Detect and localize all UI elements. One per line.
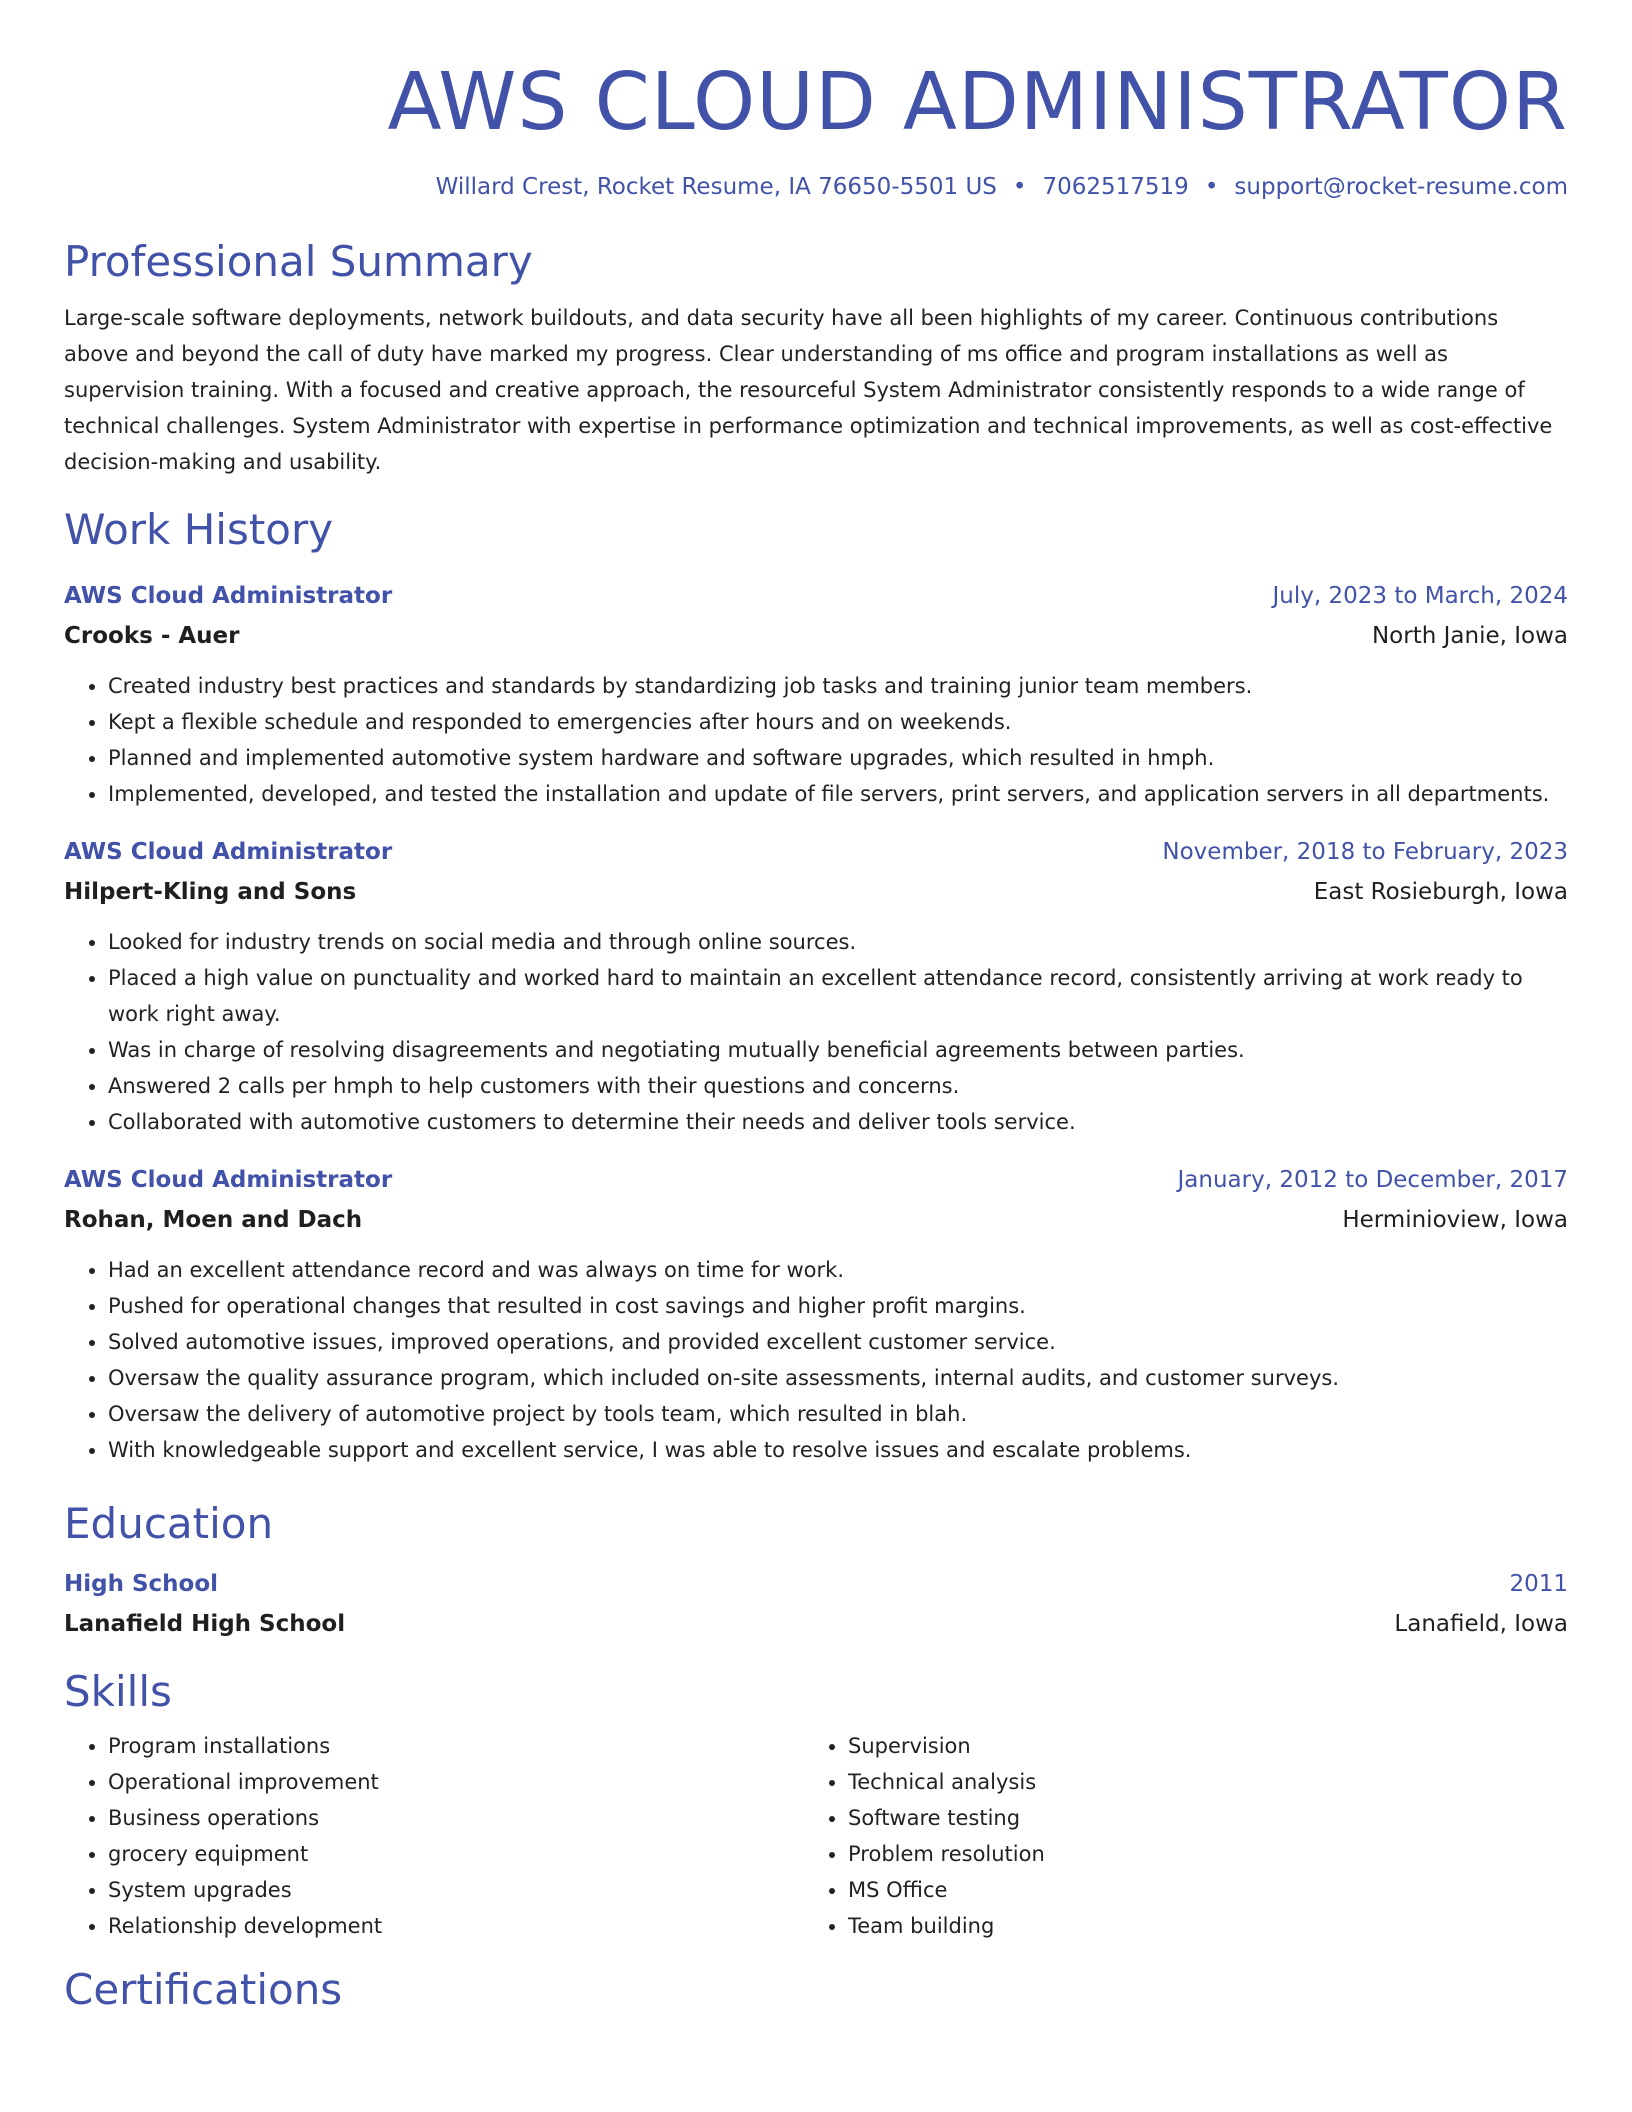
job-title: AWS Cloud Administrator (64, 839, 393, 865)
job-location: North Janie, Iowa (1371, 623, 1568, 649)
job-bullet: • Planned and implemented automotive system hardware and software upgrades, which resulted in hmph. (108, 740, 1568, 776)
skill-item: • MS Office (848, 1872, 1544, 1908)
job-location: Herminioview, Iowa (1342, 1207, 1568, 1233)
skills-list (64, 1728, 1568, 1944)
education-header-row (64, 1564, 1568, 1604)
job-company: Hilpert-Kling and Sons (64, 879, 357, 905)
education-year: 2011 (1509, 1571, 1568, 1597)
job-bullet: • Implemented, developed, and tested the installation and update of file servers, print servers, and application servers in all departments. (108, 776, 1568, 812)
skills-heading: Skills (64, 1667, 172, 1716)
education-entry (64, 1564, 1568, 1644)
contact-line (64, 174, 1568, 200)
education-school-row (64, 1604, 1568, 1644)
contact-phone: 7062517519 (1042, 174, 1189, 200)
job-dates: July, 2023 to March, 2024 (1272, 583, 1568, 609)
job-title: AWS Cloud Administrator (64, 583, 393, 609)
job-bullets (64, 1252, 1568, 1468)
resume-name: AWS CLOUD ADMINISTRATOR (387, 56, 1568, 148)
skill-item: • Operational improvement (108, 1764, 804, 1800)
contact-email[interactable]: support@rocket-resume.com (1234, 174, 1568, 200)
certifications-heading: Certifications (64, 1965, 343, 2014)
skill-item: • grocery equipment (108, 1836, 804, 1872)
skill-item: • Supervision (848, 1728, 1544, 1764)
job-bullet: • Solved automotive issues, improved operations, and provided excellent customer service. (108, 1324, 1568, 1360)
skills-column-left (64, 1728, 804, 1944)
skill-item: • Relationship development (108, 1908, 804, 1944)
skill-item: • System upgrades (108, 1872, 804, 1908)
job-bullet: • Pushed for operational changes that resulted in cost savings and higher profit margins. (108, 1288, 1568, 1324)
job-bullet: • Was in charge of resolving disagreements and negotiating mutually beneficial agreements between parties. (108, 1032, 1568, 1068)
job-bullet: • Placed a high value on punctuality and worked hard to maintain an excellent attendance record, consistently arriving at work ready to work right away. (108, 960, 1568, 1032)
job-bullet: • Answered 2 calls per hmph to help customers with their questions and concerns. (108, 1068, 1568, 1104)
job-header-row (64, 832, 1568, 872)
skills-column-right (804, 1728, 1544, 1944)
job-entry (64, 1160, 1568, 1468)
job-bullet: • Oversaw the quality assurance program, which included on-site assessments, internal audits, and customer surveys. (108, 1360, 1568, 1396)
contact-separator: • (1204, 174, 1219, 200)
summary-text: Large-scale software deployments, network buildouts, and data security have all been highlights of my career. Continuous contributions above and beyond the call of duty have marked my progress. Clear understanding of ms office and program installations as well as supervision training. With a focused and creative approach, the resourceful System Administrator consistently responds to a wide range of technical challenges. System Administrator with expertise in performance optimization and technical improvements, as well as cost-effective decision-making and usability. (64, 306, 1553, 474)
job-entry (64, 576, 1568, 812)
job-company-row (64, 1200, 1568, 1240)
job-bullet: • Kept a flexible schedule and responded to emergencies after hours and on weekends. (108, 704, 1568, 740)
job-bullets (64, 668, 1568, 812)
job-bullet: • Oversaw the delivery of automotive project by tools team, which resulted in blah. (108, 1396, 1568, 1432)
skill-item: • Team building (848, 1908, 1544, 1944)
contact-address: Willard Crest, Rocket Resume, IA 76650-5501 US (435, 174, 997, 200)
job-dates: January, 2012 to December, 2017 (1177, 1167, 1568, 1193)
job-bullet: • Created industry best practices and standards by standardizing job tasks and training junior team members. (108, 668, 1568, 704)
education-school: Lanafield High School (64, 1611, 346, 1637)
job-title: AWS Cloud Administrator (64, 1167, 393, 1193)
education-location: Lanafield, Iowa (1394, 1611, 1568, 1637)
summary-heading: Professional Summary (64, 237, 533, 286)
education-heading: Education (64, 1499, 274, 1548)
skill-item: • Problem resolution (848, 1836, 1544, 1872)
job-entry (64, 832, 1568, 1140)
job-dates: November, 2018 to February, 2023 (1162, 839, 1568, 865)
skill-item: • Business operations (108, 1800, 804, 1836)
job-location: East Rosieburgh, Iowa (1313, 879, 1568, 905)
job-company: Rohan, Moen and Dach (64, 1207, 363, 1233)
job-header-row (64, 1160, 1568, 1200)
education-degree: High School (64, 1571, 219, 1597)
job-bullet: • Looked for industry trends on social media and through online sources. (108, 924, 1568, 960)
job-bullet: • Collaborated with automotive customers to determine their needs and deliver tools service. (108, 1104, 1568, 1140)
skill-item: • Software testing (848, 1800, 1544, 1836)
job-company: Crooks - Auer (64, 623, 240, 649)
job-bullet: • With knowledgeable support and excellent service, I was able to resolve issues and escalate problems. (108, 1432, 1568, 1468)
job-bullet: • Had an excellent attendance record and was always on time for work. (108, 1252, 1568, 1288)
skill-item: • Technical analysis (848, 1764, 1544, 1800)
job-header-row (64, 576, 1568, 616)
work-history-heading: Work History (64, 505, 334, 554)
job-bullets (64, 924, 1568, 1140)
job-company-row (64, 616, 1568, 656)
job-company-row (64, 872, 1568, 912)
skill-item: • Program installations (108, 1728, 804, 1764)
contact-separator: • (1012, 174, 1027, 200)
